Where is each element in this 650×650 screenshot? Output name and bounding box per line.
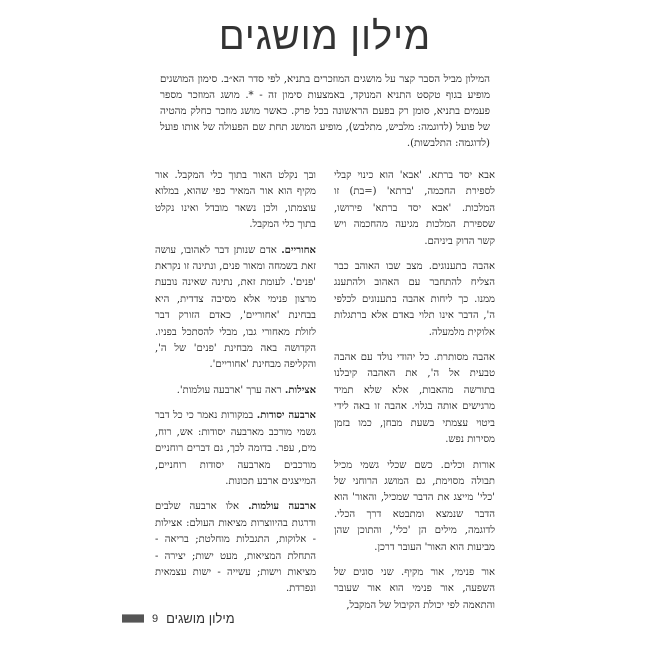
footer-bar-decoration bbox=[122, 614, 144, 623]
glossary-entry bbox=[155, 499, 316, 597]
entry-text: אורות וכלים. כשם שכלי גשמי מכיל תבולה מסוימת, גם המושג הרוחני של 'כלי' מייצג את הדבר שמכיל, והאור' הוא הדבר שנמצא ומתבטא דרך הכלי. לדוגמה, מילים הן 'כלי', והתוכן שהן מביעות הוא האור' העובר דרכן. bbox=[334, 459, 495, 553]
entry-text: אלו ארבעה שלבים ודרגות בהיווצרות מציאות העולם: אצילות - אלוקות, התגבלות מוחלטת; בריאה - התחלת המציאות, מעט ישות; יצירה - מציאות וישות; עשייה - ישות עצמאית ונפרדת. bbox=[155, 501, 316, 595]
glossary-entry bbox=[334, 259, 495, 341]
entry-text: אדם שנותן דבר לאהובו, עושה זאת בשמחה ומאור פנים, ונתינה זו נקראת 'פנים'. לעומת זאת, נתינה שאינה נובעת מרצון פנימי אלא מסיבה צדדית, היא בבחינת 'אחוריים', כאדם הזורק דבר לזולת מאחורי גבו, מבלי להסתכל בפניו. הקדושה באה מבחינת 'פנים' של ה', והקליפה מבחינת 'אחוריים'. bbox=[155, 244, 316, 371]
entry-term: ארבעה עולמות. bbox=[248, 501, 316, 513]
page-number: 9 bbox=[152, 612, 159, 625]
left-column bbox=[155, 168, 316, 616]
entry-text: ראה ערך 'ארבעה עולמות'. bbox=[176, 384, 282, 396]
entry-text: במקורות נאמר כי כל דבר גשמי מורכב מארבעה יסודות: אש, רוח, מים, עפר. בדומה לכך, גם דברים רוחניים מורכבים מארבעה יסודות רוחניים, המייצגים ארבע תכונות. bbox=[155, 410, 316, 487]
entry-term: אחוריים. bbox=[281, 244, 316, 256]
entry-term: ארבעה יסודות. bbox=[256, 410, 316, 422]
glossary-entry bbox=[334, 350, 495, 448]
footer-title: מילון מושגים bbox=[166, 611, 235, 626]
page-title: מילון מושגים bbox=[218, 16, 432, 58]
entry-term: אצילות. bbox=[284, 384, 316, 396]
glossary-entry bbox=[334, 168, 495, 250]
glossary-entry bbox=[155, 168, 316, 234]
intro-paragraph: המילון מביל הסבר קצר על מושגים המוזכרים בתניא, לפי סדר הא״ב. סימון המושגים מופיע בגוף טקסט התניא המנוקד, באמצעות סימון זה - *. מושג המוזכר מספר פעמים בתניא, סומן רק בפעם הראשונה בכל פרק. כאשר מושג מוזכר כחלק מהטיה של פועל (לדוגמה: מלביש, מתלבש), מופיע המושג תחת שם הפעולה של אותו פועל (לדוגמה: התלבשות). bbox=[160, 74, 490, 149]
right-column bbox=[334, 168, 495, 616]
entry-text: אהבה מסותרת. כל יהודי נולד עם אהבה טבעית אל ה', את האהבה קיבלנו בתורשה מהאבות, אלא שלא תמיד מרגישים אותה בגלוי. אהבה זו באה לידי ביטוי עצמתי בשעת מבחן, כמו בזמן מסירות נפש. bbox=[334, 352, 495, 446]
entry-text: אור פנימי, אור מקיף. שני סוגים של השפעה, אור פנימי הוא אור שעובר והתאמה לפי יכולת הקיבול של המקבל, bbox=[334, 566, 495, 611]
glossary-columns bbox=[155, 168, 495, 616]
glossary-entry bbox=[334, 458, 495, 556]
glossary-entry bbox=[155, 383, 316, 399]
glossary-entry bbox=[155, 408, 316, 490]
entry-text: ובך נקלט האור בתוך כלי המקבל. אור מקיף הוא אור המאיר כפי שהוא, במלוא עוצמתו, ולכן נשאר מובדל ואינו נקלט בתוך כלי המקבל. bbox=[155, 170, 316, 231]
glossary-entry bbox=[155, 243, 316, 374]
entry-text: אהבה בתענוגים. מצב שבו האוהב כבר הצליח להתחבר עם האהוב ולהתענג ממנו. כך ליחות אהבה בתענוגים לכלפי ה', הדבר אינו תלוי באדם אלא ברתגלות אלוקית מלמעלה. bbox=[334, 261, 495, 338]
entry-text: אבא יסד ברתא. 'אבא' הוא כינוי קבלי לספירת החכמה, 'ברתא' (=בת) זו המלכות. 'אבא יסד ברתא' פירושו, שספירת המלכות מגיעה מהחכמה ויש קשר הדוק ביניהם. bbox=[334, 170, 495, 247]
glossary-entry bbox=[334, 565, 495, 614]
page-footer bbox=[122, 611, 235, 626]
